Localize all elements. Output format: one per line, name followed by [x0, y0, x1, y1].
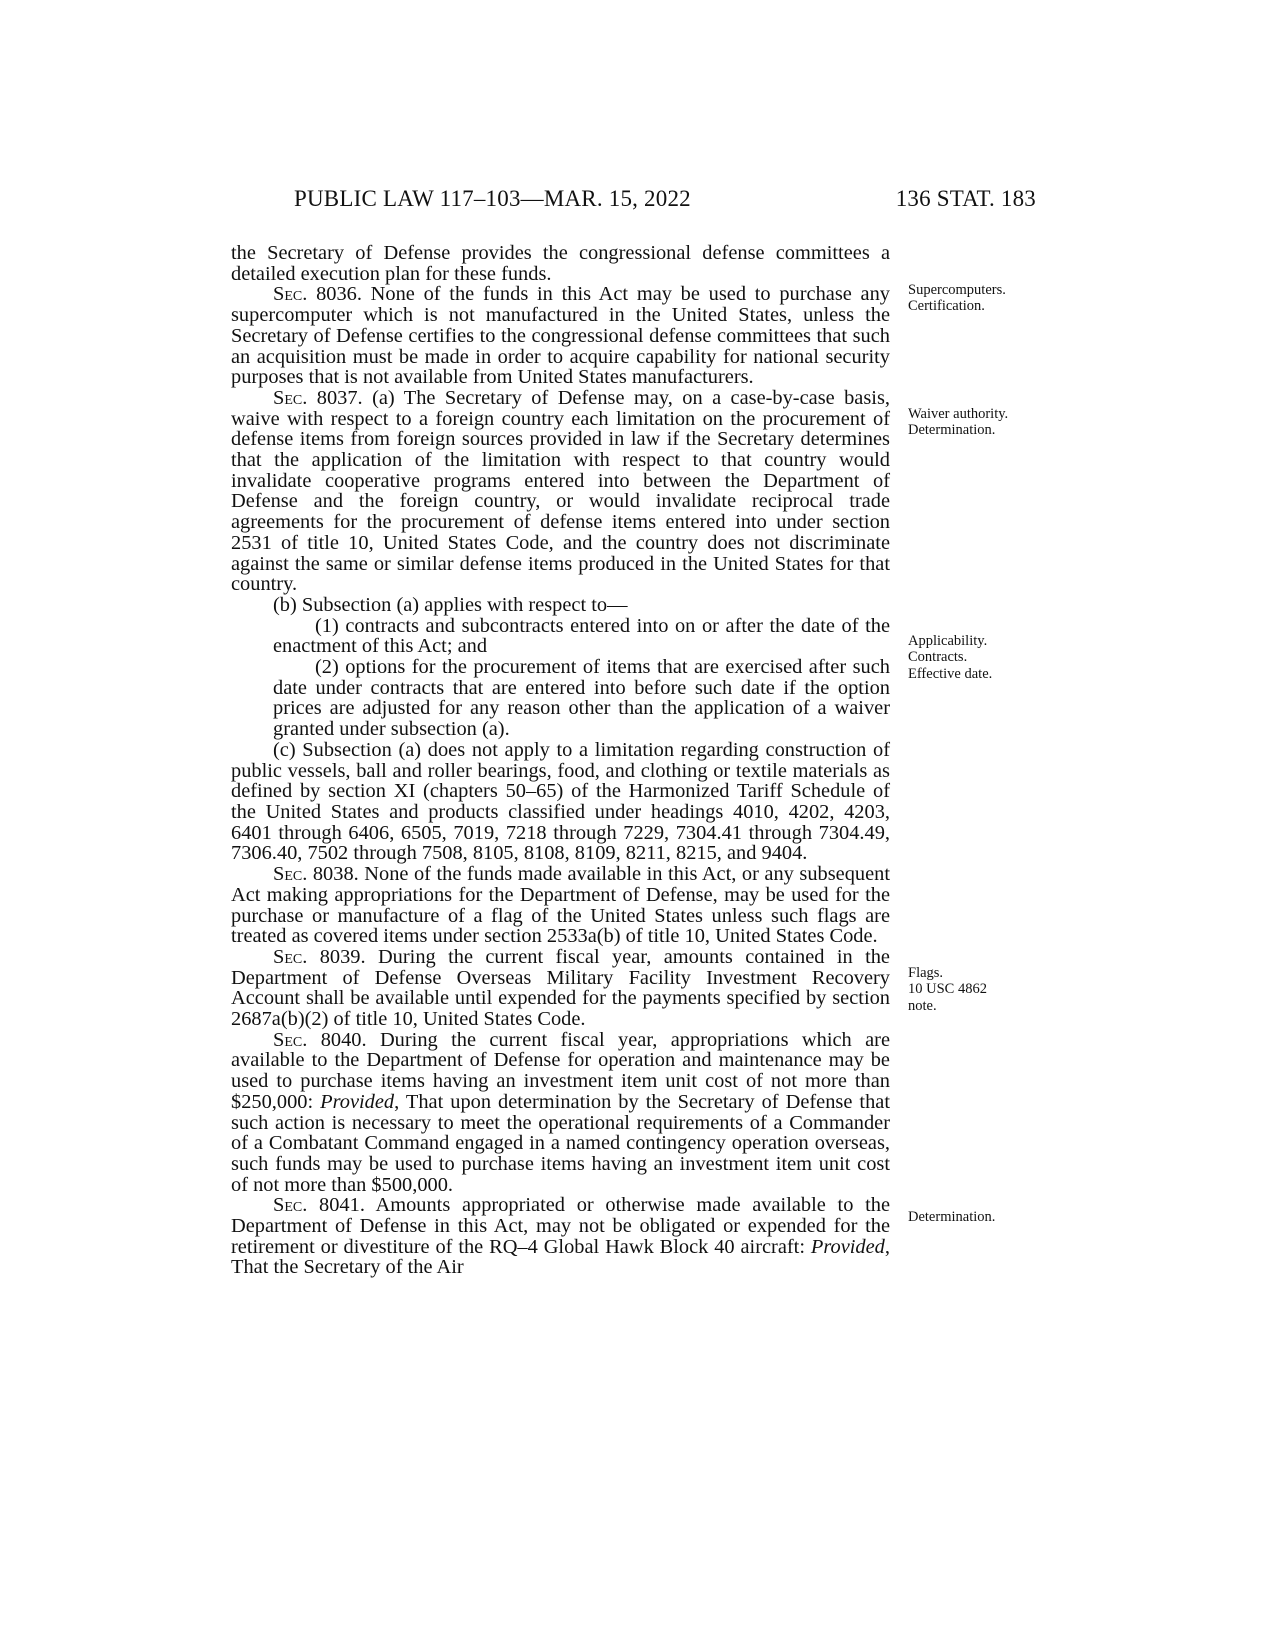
- section-8038: [231, 864, 890, 947]
- section-text: 8040. During the current fiscal year, appropriations which are available to the Department of Defense for operation and maintenance may be used to purchase items having an investment item unit cost of not more than $250,000:: [231, 1028, 890, 1113]
- subsection-c: (c) Subsection (a) does not apply to a limitation regarding construction of public vessels, ball and roller bearings, food, and clothing or textile materials as defined by section XI (chapters 50–65) of the Harmonized Tariff Schedule of the United States and products classified under headings 4010, 4202, 4203, 6401 through 6406, 6505, 7019, 7218 through 7229, 7304.41 through 7304.49, 7306.40, 7502 through 7508, 8105, 8108, 8109, 8211, 8215, and 9404.: [231, 738, 890, 865]
- margin-note-line: Effective date.: [908, 665, 993, 682]
- section-label: Sec.: [273, 945, 308, 968]
- margin-note-line: Supercomputers.: [908, 282, 1006, 298]
- header-page-number: 136 STAT. 183: [895, 186, 1036, 211]
- section-8041: [231, 1195, 890, 1278]
- provided-italic: Provided: [810, 1235, 885, 1258]
- body-text: [231, 243, 890, 1278]
- margin-note-determination: [908, 1209, 1058, 1225]
- section-text: 8037. (a) The Secretary of Defense may, on a case-by-case basis, waive with respect to a foreign country each limitation on the procurement of defense items from foreign sources provided in law if the Secretary determines that the application of the limitation with respect to that country would invalidate cooperative programs entered into between the Department of Defense and the foreign country, or would invalidate reciprocal trade agreements for the procurement of defense items entered into under section 2531 of title 10, United States Code, and the country does not discriminate against the same or similar defense items produced in the United States for that country.: [231, 386, 890, 596]
- section-label: Sec.: [273, 386, 308, 409]
- margin-note-flags: [908, 965, 1058, 1014]
- section-text: 8041. Amounts appropriated or otherwise made available to the Department of Defense in this Act, may not be obligated or expended for the retirement or divestiture of the RQ–4 Global Hawk Block 40 aircraft:: [231, 1194, 890, 1258]
- paragraph-continuation: the Secretary of Defense provides the congressional defense committees a detailed execution plan for these funds.: [231, 242, 890, 285]
- header-title: PUBLIC LAW 117–103—MAR. 15, 2022: [294, 186, 691, 211]
- margin-note-line: note.: [908, 997, 937, 1014]
- section-text: 8038. None of the funds made available in this Act, or any subsequent Act making appropriations for the Department of Defense, may be used for the purchase or manufacture of a flag of the United States unless such flags are treated as covered items under section 2533a(b) of title 10, United States Code.: [231, 863, 890, 948]
- margin-note-line: 10 USC 4862: [908, 981, 987, 998]
- section-label: Sec.: [273, 1028, 308, 1051]
- margin-note-line: Determination.: [908, 422, 996, 439]
- section-8039: [231, 947, 890, 1030]
- section-text: , That upon determination by the Secretary of Defense that such action is necessary to meet the operational requirements of a Commander of a Combatant Command engaged in a named contingency operation overseas, such funds may be used to purchase items having an investment item unit cost of not more than $500,000.: [231, 1090, 890, 1196]
- margin-note-line: Contracts.: [908, 649, 968, 666]
- section-label: Sec.: [273, 1194, 308, 1217]
- page-header: [294, 186, 1036, 216]
- section-text: 8039. During the current fiscal year, amounts contained in the Department of Defense Overseas Military Facility Investment Recovery Account shall be available until expended for the payments specified by section 2687a(b)(2) of title 10, United States Code.: [231, 945, 890, 1031]
- margin-note-line: Determination.: [908, 1209, 996, 1225]
- subsection-b: (b) Subsection (a) applies with respect to—: [273, 593, 628, 616]
- section-label: Sec.: [273, 283, 308, 306]
- margin-note-applicability: [908, 633, 1058, 682]
- section-text: 8036. None of the funds in this Act may be used to purchase any supercomputer which is not manufactured in the United States, unless the Secretary of Defense certifies to the congressional defense committees that such an acquisition must be made in order to acquire capability for national security purposes that is not available from United States manufacturers.: [231, 283, 890, 389]
- margin-note-line: Waiver authority.: [908, 406, 1009, 422]
- margin-note-supercomputers: [908, 282, 1058, 315]
- section-label: Sec.: [273, 863, 308, 886]
- section-text: , That the Secretary of the Air: [231, 1235, 890, 1279]
- paragraph-2: (2) options for the procurement of items that are exercised after such date under contracts that are entered into before such date if the option prices are adjusted for any reason other than the application of a waiver granted under subsection (a).: [273, 656, 890, 741]
- section-8040: [231, 1030, 890, 1196]
- paragraph-1: (1) contracts and subcontracts entered into on or after the date of the enactment of this Act; and: [273, 614, 890, 658]
- margin-note-line: Applicability.: [908, 633, 988, 649]
- margin-note-waiver: [908, 406, 1058, 439]
- margin-note-line: Flags.: [908, 965, 944, 981]
- section-8037: [231, 388, 890, 595]
- provided-italic: Provided: [320, 1090, 395, 1113]
- section-8036: [231, 284, 890, 388]
- margin-note-line: Certification.: [908, 298, 985, 315]
